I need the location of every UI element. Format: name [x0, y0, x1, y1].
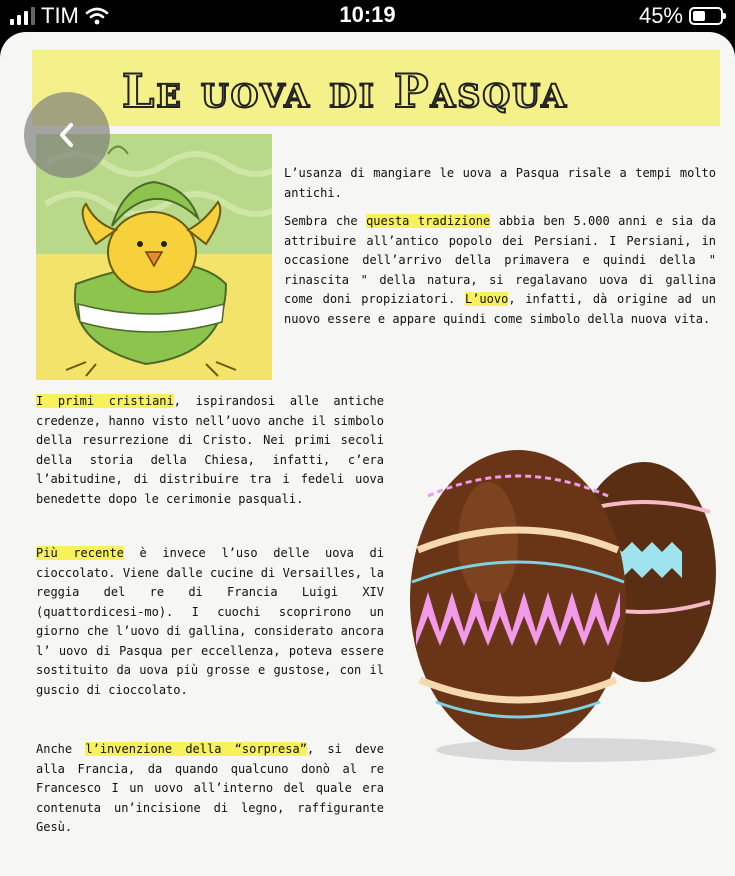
text-run: , si deve alla Francia, da quando qualcuno donò al re Francesco I un uovo all’interno del quale era contenuta un’incisione di legno, raffigurante Gesù.: [36, 742, 384, 834]
battery-percent: 45%: [638, 3, 683, 28]
chocolate-eggs-illustration: [406, 432, 718, 762]
article-title: Le uova di Pasqua: [122, 64, 569, 118]
text-run: L’usanza di mangiare le uova a Pasqua risale a tempi molto antichi.: [284, 166, 716, 200]
status-bar: [0, 0, 735, 30]
highlighted-phrase: l’invenzione della “sorpresa”: [85, 742, 307, 756]
battery-icon: [689, 7, 723, 25]
text-run: abbia ben 5.000 anni e sia da attribuire all’antico popolo dei Persiani. I Persiani, in occasione dell’arrivo della primavera e quindi della " rinascita " della natura, si regalavano uova di gallina come doni propiziatori.: [284, 214, 716, 306]
highlighted-phrase: questa tradizione: [366, 214, 491, 228]
highlighted-phrase: I primi cristiani: [36, 394, 174, 408]
text-run: , infatti, dà origine ad un nuovo essere e appare quindi come simbolo della nuova vita.: [284, 292, 716, 326]
chevron-left-icon: [56, 121, 78, 149]
highlighted-phrase: L’uovo: [464, 292, 509, 306]
status-right: [639, 3, 723, 29]
text-run: , ispirandosi alle antiche credenze, hanno visto nell’uovo anche il simbolo della resurrezione di Cristo. Nei primi secoli della storia della Chiesa, infatti, c’era l’abitudine, di distribuire tra i fedeli uova benedette dopo le cerimonie pasquali.: [36, 394, 384, 506]
image-viewer-sheet: [0, 32, 735, 876]
clock: 10:19: [339, 2, 396, 27]
text-run: Sembra che: [284, 214, 367, 228]
title-band: [32, 50, 720, 126]
carrier-name: TIM: [41, 3, 79, 28]
text-run: Anche: [36, 742, 86, 756]
paragraph-5: [36, 740, 384, 838]
text-run: è invece l’uso delle uova di cioccolato. Viene dalle cucine di Versailles, la reggia del re di Francia Luigi XIV (quattordicesi-mo). I cuochi scoprirono un giorno che l’uovo di gallina, considerato ancora l’ uovo di Pasqua per eccellenza, poteva essere sostituito da uova più grosse e gustose, con il guscio di cioccolato.: [36, 546, 384, 697]
article-image: [0, 32, 735, 876]
back-button[interactable]: [24, 92, 110, 178]
highlighted-phrase: Più recente: [36, 546, 124, 560]
paragraph-4: [36, 544, 384, 700]
paragraph-1: [284, 164, 716, 203]
paragraph-3: [36, 392, 384, 509]
paragraph-2: [284, 212, 716, 329]
